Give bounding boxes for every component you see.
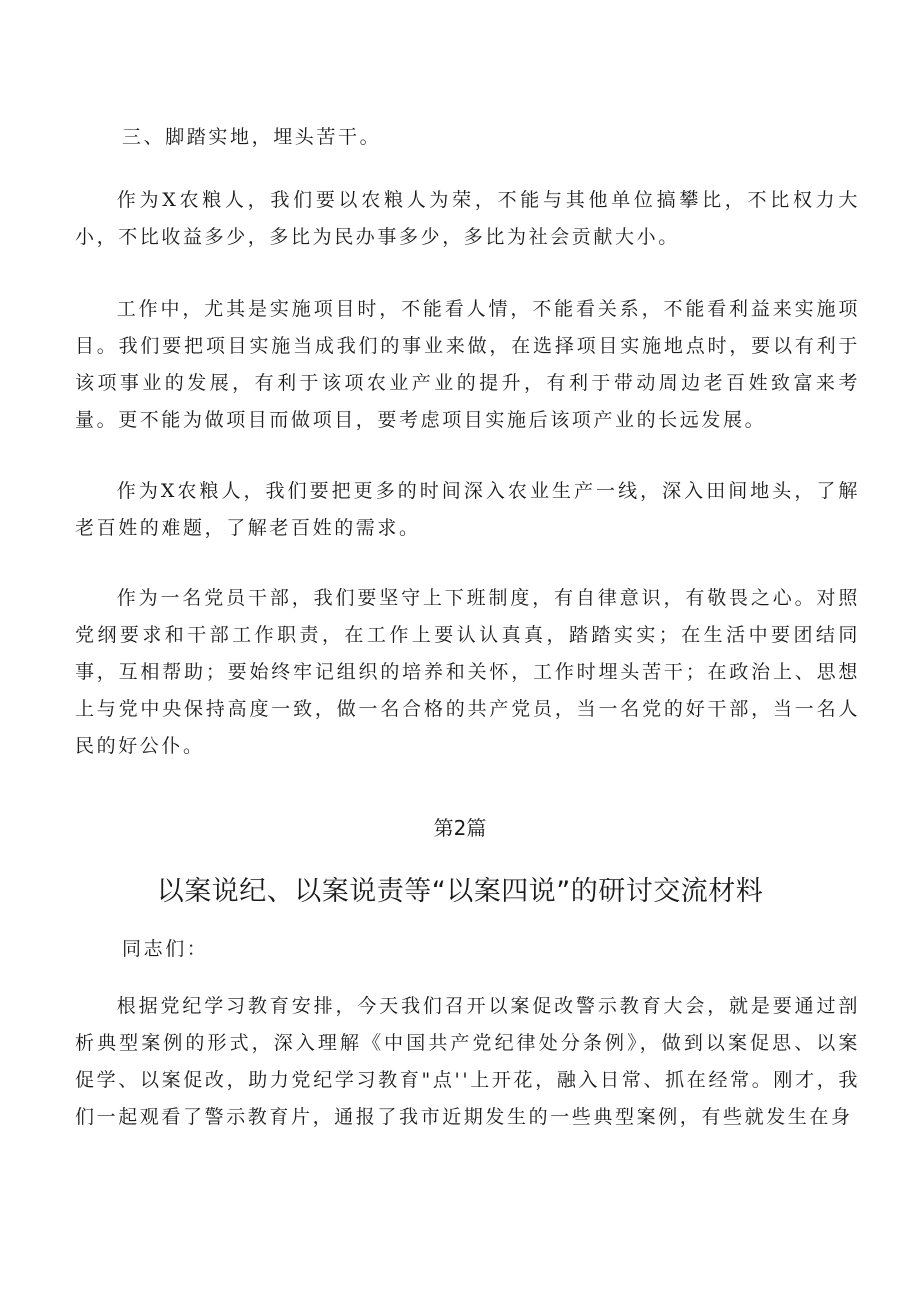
body-paragraph: 根据党纪学习教育安排，今天我们召开以案促改警示教育大会，就是要通过剖析典型案例的形式，深入理解《中国共产党纪律处分条例》，做到以案促思、以案促学、以案促改，助力党纪学习教育"点''上开花，融入日常、抓在经常。刚才，我们一起观看了警示教育片，通报了我市近期发生的一些典型案例，有些就发生在身 bbox=[75, 995, 860, 1128]
document-title: 以案说纪、以案说责等“以案四说”的研讨交流材料 bbox=[156, 876, 764, 907]
section-heading: 三、脚踏实地，埋头苦干。 bbox=[122, 126, 382, 148]
paragraph-4: 作为一名党员干部，我们要坚守上下班制度，有自律意识，有敬畏之心。对照党纲要求和干部工作职责，在工作上要认认真真，踏踏实实；在生活中要团结同事，互相帮助；要始终牢记组织的培养和关怀，工作时埋头苦干；在政治上、思想上与党中央保持高度一致，做一名合格的共产党员，当一名党的好干部，当一名人民的好公仆。 bbox=[75, 587, 860, 757]
paragraph-2: 工作中，尤其是实施项目时，不能看人情，不能看关系，不能看利益来实施项目。我们要把项目实施当成我们的事业来做，在选择项目实施地点时，要以有利于该项事业的发展，有利于该项农业产业的提升，有利于带动周边老百姓致富来考量。更不能为做项目而做项目，要考虑项目实施后该项产业的长远发展。 bbox=[75, 298, 860, 431]
part-label: 第2篇 bbox=[433, 816, 487, 840]
salutation: 同志们： bbox=[122, 938, 209, 960]
paragraph-3: 作为X农粮人，我们要把更多的时间深入农业生产一线，深入田间地头，了解老百姓的难题，了解老百姓的需求。 bbox=[75, 480, 860, 539]
paragraph-1: 作为X农粮人，我们要以农粮人为荣，不能与其他单位搞攀比，不比权力大小，不比收益多少，多比为民办事多少，多比为社会贡献大小。 bbox=[75, 189, 860, 248]
